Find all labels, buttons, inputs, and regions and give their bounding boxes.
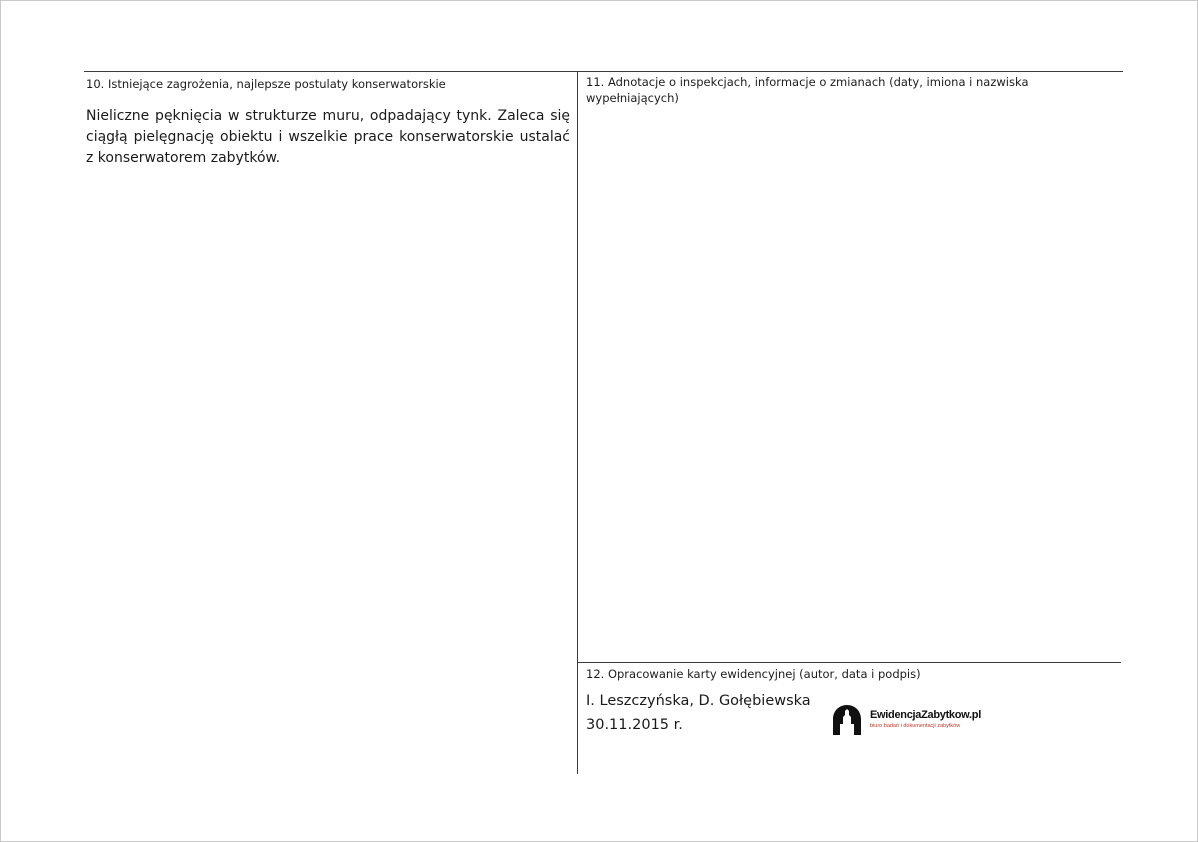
- logo-tagline: biuro badań i dokumentacji zabytków: [870, 722, 961, 729]
- author-names: I. Leszczyńska, D. Gołębiewska: [586, 693, 811, 709]
- ewidencja-zabytkow-logo: [830, 702, 981, 736]
- column-divider: [577, 71, 578, 774]
- section-12-top-rule: [578, 662, 1121, 663]
- section-11-top-rule: [578, 71, 1123, 72]
- section-12-label: 12. Opracowanie karty ewidencyjnej (autor, data i podpis): [586, 667, 921, 681]
- section-11-label: 11. Adnotacje o inspekcjach, informacje o zmianach (daty, imiona i nazwiska wypełniających): [586, 75, 1029, 105]
- card-date: 30.11.2015 r.: [586, 717, 683, 733]
- building-silhouette-icon: [830, 702, 864, 736]
- section-10-text: Nieliczne pęknięcia w strukturze muru, odpadający tynk. Zaleca się ciągłą pielęgnację obiektu i wszelkie prace konserwatorskie ustalać z konserwatorem zabytków.: [86, 108, 570, 166]
- logo-name: EwidencjaZabytkow.pl: [870, 708, 981, 721]
- section-10-top-rule: [84, 71, 578, 72]
- section-10-label: 10. Istniejące zagrożenia, najlepsze postulaty konserwatorskie: [86, 77, 446, 91]
